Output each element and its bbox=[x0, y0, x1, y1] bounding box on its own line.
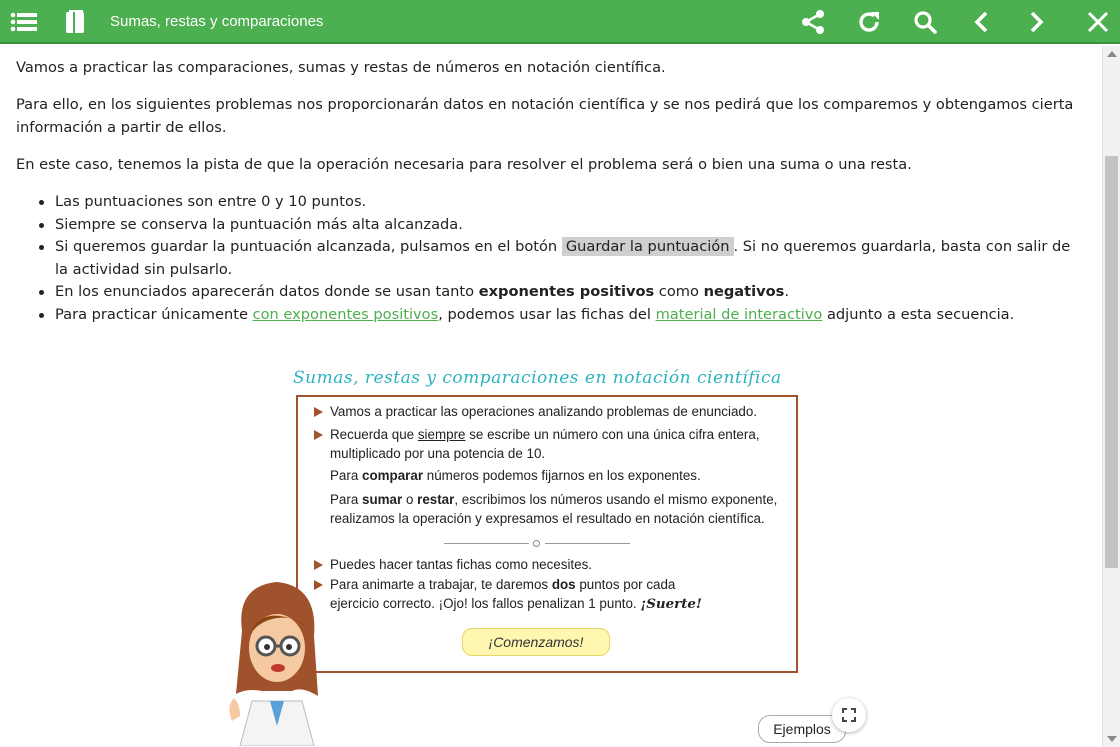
list-item-text: Si queremos guardar la puntuación alcanzada, pulsamos en el botón bbox=[55, 238, 562, 256]
divider-circle bbox=[533, 540, 540, 547]
card-line bbox=[330, 466, 701, 485]
card-text: puntos por cada bbox=[575, 577, 676, 592]
list-item bbox=[34, 214, 1074, 237]
list-item-text: En los enunciados aparecerán datos donde se usan tanto bbox=[55, 283, 479, 301]
card-text: Para bbox=[330, 492, 363, 507]
bold-text: negativos bbox=[703, 283, 785, 301]
card-text: se escribe un número con una única cifra entera, bbox=[465, 427, 760, 442]
next-icon[interactable] bbox=[1023, 8, 1051, 36]
list-item-text: , podemos usar las fichas del bbox=[438, 305, 656, 323]
card-line: realizamos la operación y expresamos el resultado en notación científica. bbox=[330, 511, 765, 526]
book-icon[interactable] bbox=[61, 8, 89, 36]
card-text: Para animarte a trabajar, te daremos bbox=[330, 577, 552, 592]
intro-paragraph: Vamos a practicar las comparaciones, sumas y restas de números en notación científica. bbox=[16, 59, 666, 76]
divider-left bbox=[444, 543, 529, 544]
scrollbar[interactable] bbox=[1102, 46, 1120, 747]
scrollbar-thumb[interactable] bbox=[1105, 156, 1118, 568]
divider-right bbox=[545, 543, 630, 544]
good-luck-text: ¡Suerte! bbox=[640, 596, 702, 612]
card-line: Puedes hacer tantas fichas como necesites. bbox=[330, 557, 593, 572]
list-item bbox=[34, 236, 1074, 281]
scroll-up-icon[interactable] bbox=[1107, 51, 1117, 57]
card-line bbox=[330, 594, 702, 614]
card-text: Recuerda que bbox=[330, 427, 418, 442]
list-item-text: Las puntuaciones son entre 0 y 10 puntos. bbox=[55, 193, 367, 210]
card-text: , escribimos los números usando el mismo exponente, bbox=[454, 492, 778, 507]
bullet-arrow-icon bbox=[314, 430, 323, 440]
bullet-arrow-icon bbox=[314, 407, 323, 417]
scroll-down-icon[interactable] bbox=[1107, 736, 1117, 742]
top-bar bbox=[0, 0, 1120, 44]
card-text: Para bbox=[330, 468, 363, 483]
bullet-arrow-icon bbox=[314, 560, 323, 570]
search-icon[interactable] bbox=[911, 8, 939, 36]
rules-list bbox=[34, 191, 1074, 327]
examples-button[interactable]: Ejemplos bbox=[758, 715, 846, 743]
hint-paragraph: En este caso, tenemos la pista de que la operación necesaria para resolver el problema será o bien una suma o una resta. bbox=[16, 156, 912, 173]
content-area bbox=[0, 46, 1102, 747]
card-text: o bbox=[402, 492, 418, 507]
page-title: Sumas, restas y comparaciones bbox=[110, 13, 324, 30]
bold-text: exponentes positivos bbox=[478, 283, 655, 301]
list-item-text: . Si no queremos guardarla, basta con salir de la actividad sin pulsarlo. bbox=[55, 238, 1071, 278]
card-line bbox=[330, 575, 675, 594]
prev-icon[interactable] bbox=[967, 8, 995, 36]
card-line bbox=[330, 425, 760, 444]
interactive-material-link[interactable]: material de interactivo bbox=[655, 305, 823, 323]
bold-text: restar bbox=[417, 492, 455, 507]
card-text: ejercicio correcto. ¡Ojo! los fallos penalizan 1 punto. bbox=[330, 596, 641, 611]
list-item bbox=[34, 191, 1074, 214]
card-line bbox=[330, 490, 777, 509]
info-paragraph: Para ello, en los siguientes problemas nos proporcionarán datos en notación científica y se nos pedirá que los comparemos y obtengamos cierta información a partir de ellos. bbox=[16, 96, 1074, 136]
list-item-text: Para practicar únicamente bbox=[55, 305, 253, 323]
list-item-text: adjunto a esta secuencia. bbox=[822, 305, 1015, 323]
fullscreen-button[interactable] bbox=[832, 698, 866, 732]
list-item bbox=[34, 281, 1074, 304]
save-score-button-ref: Guardar la puntuación bbox=[562, 237, 734, 256]
positive-exponents-link[interactable]: con exponentes positivos bbox=[252, 305, 439, 323]
list-item-text: como bbox=[654, 283, 704, 301]
activity-card bbox=[296, 395, 798, 673]
bold-text: comparar bbox=[362, 468, 424, 483]
bold-text: sumar bbox=[362, 492, 403, 507]
close-icon[interactable] bbox=[1084, 8, 1112, 36]
list-item-text: Siempre se conserva la puntuación más alta alcanzada. bbox=[55, 215, 463, 233]
card-title: Sumas, restas y comparaciones en notación científica bbox=[293, 368, 782, 388]
list-item bbox=[34, 304, 1074, 327]
bold-text: dos bbox=[551, 577, 576, 592]
menu-icon[interactable] bbox=[10, 8, 38, 36]
card-line: Vamos a practicar las operaciones analizando problemas de enunciado. bbox=[330, 404, 758, 419]
share-icon[interactable] bbox=[799, 8, 827, 36]
card-text: números podemos fijarnos en los exponentes. bbox=[423, 468, 701, 483]
fullscreen-icon bbox=[842, 708, 856, 722]
teacher-character-illustration bbox=[222, 576, 332, 746]
card-line: multiplicado por una potencia de 10. bbox=[330, 446, 546, 461]
underlined-text: siempre bbox=[417, 427, 466, 442]
list-item-text: . bbox=[784, 283, 789, 301]
start-button[interactable]: ¡Comenzamos! bbox=[462, 628, 610, 656]
reload-icon[interactable] bbox=[855, 8, 883, 36]
